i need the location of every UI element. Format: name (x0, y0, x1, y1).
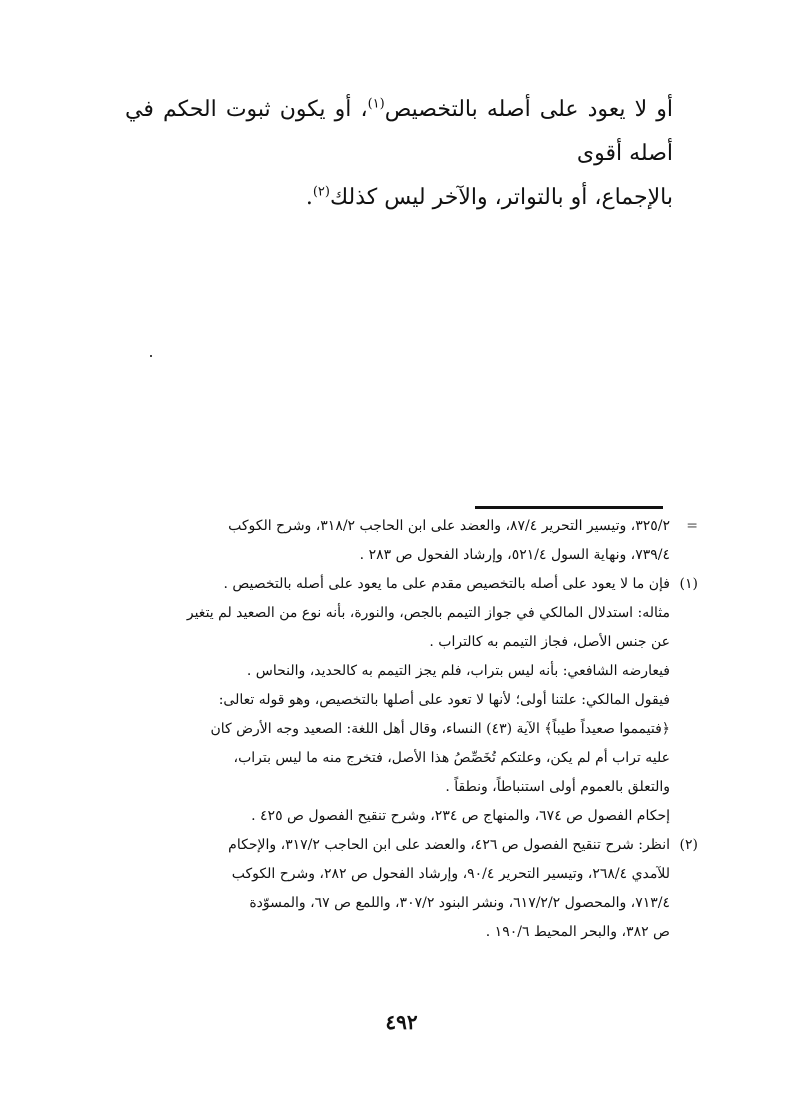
stray-dot (150, 355, 152, 357)
footnote-2-marker: (٢) (679, 837, 698, 853)
footnote-1-line: عليه تراب أم لم يكن، وعلتكم تُخَصِّصُ هذا الأصل، فتخرج منه ما ليس بتراب، (233, 750, 670, 766)
footnote-1-line: والتعلق بالعموم أولى استنباطاً، ونطقاً . (445, 779, 670, 795)
footnote-2-line: ٧١٣/٤، والمحصول ٦١٧/٢/٢، ونشر البنود ٣٠٧/٢، واللمع ص ٦٧، والمسوّدة (249, 895, 670, 911)
footnotes-block (123, 512, 698, 947)
footnote-continuation-line: ٧٣٩/٤، ونهاية السول ٥٢١/٤، وإرشاد الفحول ص ٢٨٣ . (359, 547, 670, 563)
main-text-block (125, 88, 673, 220)
footnote-1-line: إحكام الفصول ص ٦٧٤، والمنهاج ص ٢٣٤، وشرح تنقيح الفصول ص ٤٢٥ . (251, 808, 670, 824)
main-text-line (125, 176, 673, 220)
footnote-2-line (123, 831, 698, 860)
footnote-1-line: عن جنس الأصل، فجاز التيمم به كالتراب . (429, 634, 670, 650)
main-text-line (125, 88, 673, 176)
footnote-1-line: ﴿فتيمموا صعيداً طيباً﴾ الآية (٤٣) النساء، وقال أهل اللغة: الصعيد وجه الأرض كان (210, 721, 670, 737)
footnote-ref-1[interactable]: (١) (367, 96, 385, 112)
footnote-divider (475, 506, 663, 509)
footnote-1-line (123, 570, 698, 599)
footnote-1-line: مثاله: استدلال المالكي في جواز التيمم بالجص، والنورة، بأنه نوع من الصعيد لم يتغير (186, 605, 670, 621)
page-number: ٤٩٢ (385, 1010, 418, 1034)
footnote-1-line: فيعارضه الشافعي: بأنه ليس بتراب، فلم يجز التيمم به كالحديد، والنحاس . (246, 663, 670, 679)
footnote-text: انظر: شرح تنقيح الفصول ص ٤٢٦، والعضد على ابن الحاجب ٣١٧/٢، والإحكام (228, 837, 670, 853)
main-text-segment: ، أو يكون ثبوت الحكم في أصله أقوى (125, 97, 673, 166)
footnote-continuation-line (123, 512, 698, 541)
footnote-2-line: للآمدي ٢٦٨/٤، وتيسير التحرير ٩٠/٤، وإرشاد الفحول ص ٢٨٢، وشرح الكوكب (231, 866, 670, 882)
main-text-segment: بالإجماع، أو بالتواتر، والآخر ليس كذلك (329, 185, 673, 210)
main-text-segment: . (305, 185, 313, 210)
continuation-marker: = (686, 518, 698, 534)
footnote-ref-2[interactable]: (٢) (312, 184, 330, 200)
footnote-text: فإن ما لا يعود على أصله بالتخصيص مقدم على ما يعود على أصله بالتخصيص . (223, 576, 670, 592)
footnote-2-line: ص ٣٨٢، والبحر المحيط ١٩٠/٦ . (485, 924, 670, 940)
footnote-1-line: فيقول المالكي: علتنا أولى؛ لأنها لا تعود على أصلها بالتخصيص، وهو قوله تعالى: (218, 692, 670, 708)
footnote-text: ٣٢٥/٢، وتيسير التحرير ٨٧/٤، والعضد على ابن الحاجب ٣١٨/٢، وشرح الكوكب (228, 518, 670, 534)
footnote-1-marker: (١) (679, 576, 698, 592)
main-text-segment: أو لا يعود على أصله بالتخصيص (384, 97, 673, 122)
